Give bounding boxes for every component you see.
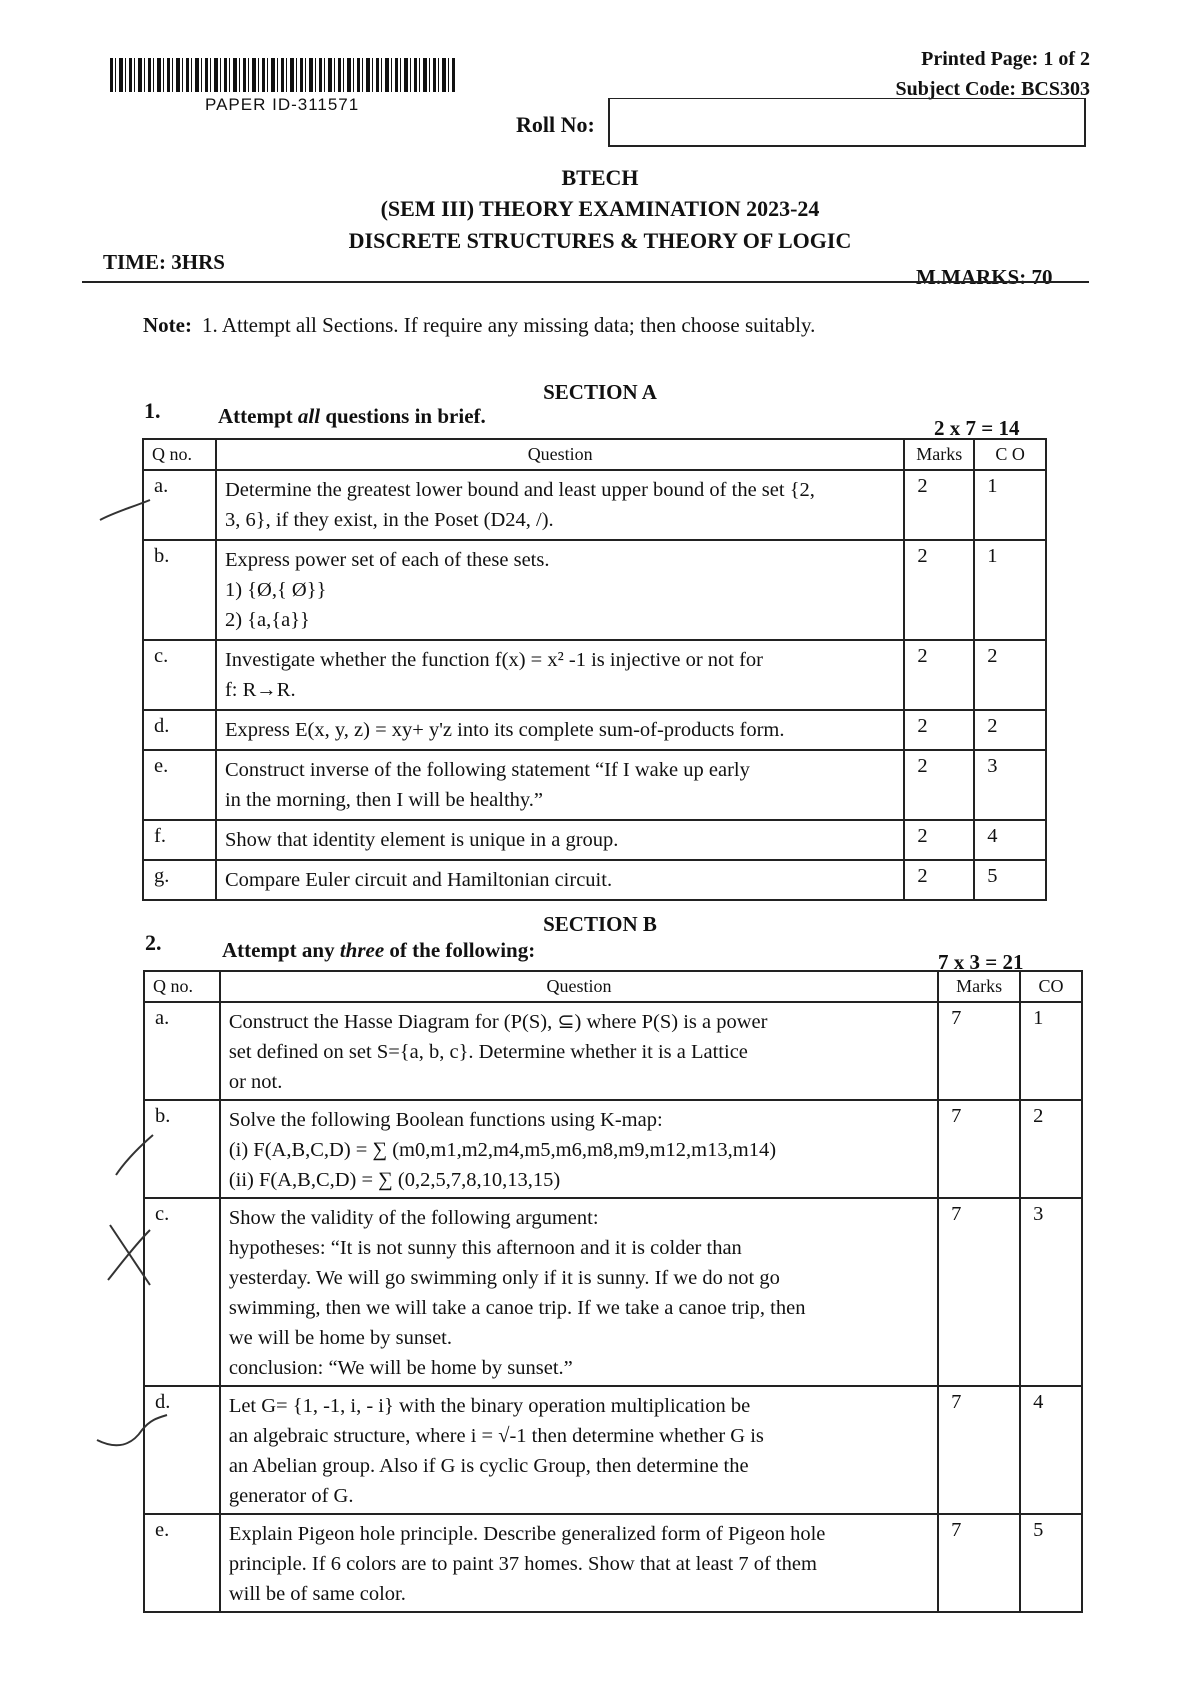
table-row — [144, 1002, 1082, 1100]
printed-page: Printed Page: 1 of 2 — [921, 48, 1090, 70]
question-text — [216, 540, 904, 640]
question-co: 4 — [974, 820, 1046, 860]
question-marks: 2 — [904, 540, 974, 640]
question-line: yesterday. We will go swimming only if it is sunny. If we do not go — [228, 1267, 780, 1289]
question-line: or not. — [228, 1071, 283, 1093]
table-header — [144, 971, 1082, 1002]
question-text — [216, 750, 904, 820]
question-marks: 2 — [904, 710, 974, 750]
table-header — [143, 439, 1046, 470]
section-a-number: 1. — [144, 398, 161, 423]
note — [143, 313, 815, 338]
section-a-marks-total: 2 x 7 = 14 — [934, 416, 1020, 440]
question-line: in the morning, then I will be healthy.” — [224, 789, 544, 811]
question-line: we will be home by sunset. — [228, 1327, 453, 1349]
question-line: generator of G. — [228, 1485, 354, 1507]
question-text — [220, 1002, 938, 1100]
question-line: Explain Pigeon hole principle. Describe generalized form of Pigeon hole — [228, 1523, 826, 1545]
col-question: Question — [220, 971, 938, 1002]
handwritten-cross-mark — [100, 1215, 160, 1295]
question-line: Construct inverse of the following statement “If I wake up early — [224, 759, 750, 781]
question-text — [216, 820, 904, 860]
table-row — [143, 710, 1046, 750]
question-line: Show the validity of the following argument: — [228, 1207, 599, 1229]
table-row — [143, 470, 1046, 540]
table-row — [143, 750, 1046, 820]
question-line: (ii) F(A,B,C,D) = ∑ (0,2,5,7,8,10,13,15) — [228, 1169, 561, 1191]
subject-code: Subject Code: BCS303 — [895, 78, 1090, 100]
roll-no-label: Roll No: — [516, 112, 595, 137]
section-b-title: SECTION B — [543, 912, 657, 936]
question-line: will be of same color. — [228, 1583, 406, 1605]
question-marks: 2 — [904, 820, 974, 860]
question-number: d. — [143, 710, 216, 750]
question-number: e. — [143, 750, 216, 820]
question-text — [220, 1514, 938, 1612]
question-marks: 2 — [904, 640, 974, 710]
section-b-number: 2. — [145, 930, 162, 955]
question-co: 4 — [1020, 1386, 1082, 1514]
question-marks: 7 — [938, 1198, 1020, 1386]
question-number: a. — [144, 1002, 220, 1100]
question-co: 2 — [974, 640, 1046, 710]
question-marks: 7 — [938, 1002, 1020, 1100]
table-row — [144, 1386, 1082, 1514]
col-co: C O — [974, 439, 1046, 470]
question-text — [216, 860, 904, 900]
question-marks: 2 — [904, 860, 974, 900]
question-line: Determine the greatest lower bound and least upper bound of the set {2, — [224, 479, 815, 501]
question-co: 3 — [974, 750, 1046, 820]
table-row — [143, 540, 1046, 640]
handwritten-tick-mark — [108, 1130, 158, 1180]
roll-no-box — [608, 98, 1086, 147]
handwritten-tick-mark — [92, 1410, 172, 1460]
question-co: 5 — [1020, 1514, 1082, 1612]
question-line: Show that identity element is unique in a group. — [224, 829, 619, 851]
question-number: b. — [144, 1100, 220, 1198]
note-text: 1. Attempt all Sections. If require any missing data; then choose suitably. — [201, 313, 816, 337]
section-a-title: SECTION A — [543, 380, 657, 404]
question-co: 5 — [974, 860, 1046, 900]
question-marks: 2 — [904, 750, 974, 820]
question-co: 1 — [974, 540, 1046, 640]
question-line: swimming, then we will take a canoe trip. If we take a canoe trip, then — [228, 1297, 806, 1319]
col-co: CO — [1020, 971, 1082, 1002]
question-number: f. — [143, 820, 216, 860]
header-divider — [82, 281, 1089, 283]
question-marks: 7 — [938, 1386, 1020, 1514]
question-line: f: R→R. — [224, 679, 296, 701]
question-text — [216, 640, 904, 710]
section-a-instruction: Attempt all questions in brief. — [218, 404, 486, 428]
question-text — [220, 1386, 938, 1514]
col-marks: Marks — [938, 971, 1020, 1002]
col-question: Question — [216, 439, 904, 470]
question-number: g. — [143, 860, 216, 900]
handwritten-tick-mark — [95, 490, 155, 530]
page-meta — [896, 44, 1090, 104]
question-line: set defined on set S={a, b, c}. Determine whether it is a Lattice — [228, 1041, 748, 1063]
question-number: b. — [143, 540, 216, 640]
question-marks: 2 — [904, 470, 974, 540]
question-number: c. — [144, 1198, 220, 1386]
question-number: c. — [143, 640, 216, 710]
question-line: Solve the following Boolean functions using K-map: — [228, 1109, 663, 1131]
question-line: Compare Euler circuit and Hamiltonian circuit. — [224, 869, 613, 891]
question-line: 3, 6}, if they exist, in the Poset (D24, /). — [224, 509, 554, 531]
question-co: 1 — [1020, 1002, 1082, 1100]
question-line: an algebraic structure, where i = √-1 then determine whether G is — [228, 1425, 764, 1447]
table-row — [144, 1100, 1082, 1198]
question-line: principle. If 6 colors are to paint 37 homes. Show that at least 7 of them — [228, 1553, 817, 1575]
table-row — [143, 820, 1046, 860]
question-line: hypotheses: “It is not sunny this afternoon and it is colder than — [228, 1237, 742, 1259]
question-line: 1) {Ø,{ Ø}} — [224, 579, 327, 601]
section-b-marks-total: 7 x 3 = 21 — [938, 950, 1024, 974]
question-text — [216, 710, 904, 750]
section-a-table — [142, 438, 1047, 901]
question-number: a. — [143, 470, 216, 540]
question-co: 2 — [974, 710, 1046, 750]
question-co: 2 — [1020, 1100, 1082, 1198]
question-marks: 7 — [938, 1514, 1020, 1612]
question-marks: 7 — [938, 1100, 1020, 1198]
question-number: e. — [144, 1514, 220, 1612]
question-line: (i) F(A,B,C,D) = ∑ (m0,m1,m2,m4,m5,m6,m8,m9,m12,m13,m14) — [228, 1139, 777, 1161]
question-line: Express E(x, y, z) = xy+ y'z into its complete sum-of-products form. — [224, 719, 785, 741]
exam-subject: DISCRETE STRUCTURES & THEORY OF LOGIC — [348, 228, 852, 253]
question-co: 3 — [1020, 1198, 1082, 1386]
table-row — [144, 1514, 1082, 1612]
question-line: 2) {a,{a}} — [224, 609, 310, 631]
max-marks: M.MARKS: 70 — [916, 265, 1053, 289]
question-line: Express power set of each of these sets. — [224, 549, 550, 571]
table-row — [144, 1198, 1082, 1386]
question-text — [216, 470, 904, 540]
paper-id: PAPER ID-311571 — [205, 95, 360, 114]
question-line: an Abelian group. Also if G is cyclic Group, then determine the — [228, 1455, 749, 1477]
exam-title: (SEM III) THEORY EXAMINATION 2023-24 — [380, 196, 820, 221]
question-line: conclusion: “We will be home by sunset.” — [228, 1357, 573, 1379]
question-line: Construct the Hasse Diagram for (P(S), ⊆) where P(S) is a power — [228, 1011, 768, 1033]
section-b-table — [143, 970, 1083, 1613]
col-qno: Q no. — [143, 439, 216, 470]
barcode — [110, 58, 455, 92]
exam-time: TIME: 3HRS — [103, 250, 225, 274]
col-qno: Q no. — [144, 971, 220, 1002]
section-b-instruction: Attempt any three of the following: — [222, 938, 536, 962]
question-co: 1 — [974, 470, 1046, 540]
note-label: Note: — [143, 313, 192, 337]
question-line: Investigate whether the function f(x) = x² -1 is injective or not for — [224, 649, 763, 671]
question-number: d. — [144, 1386, 220, 1514]
question-text — [220, 1198, 938, 1386]
table-row — [143, 860, 1046, 900]
table-row — [143, 640, 1046, 710]
question-text — [220, 1100, 938, 1198]
question-line: Let G= {1, -1, i, - i} with the binary operation multiplication be — [228, 1395, 751, 1417]
col-marks: Marks — [904, 439, 974, 470]
exam-program: BTECH — [561, 165, 639, 190]
